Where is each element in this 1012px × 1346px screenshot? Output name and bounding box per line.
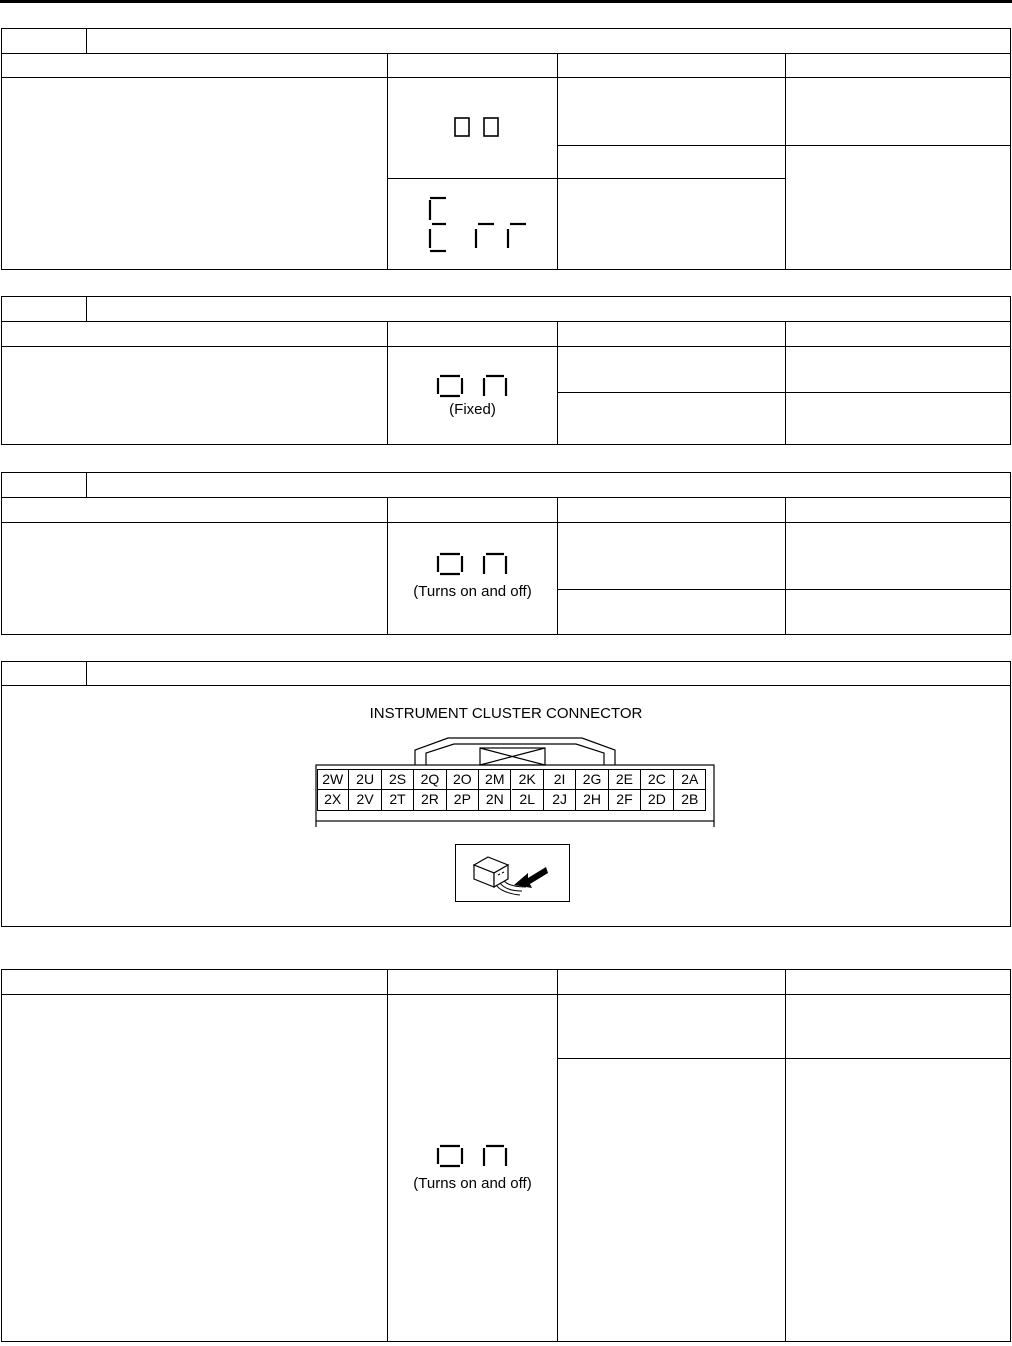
connector-pin-2i: 2I xyxy=(544,769,576,790)
section-1-col-divider xyxy=(557,53,558,270)
section-2-row-rule xyxy=(557,392,1011,393)
connector-pin-2u: 2U xyxy=(349,769,381,790)
section-2-header-rule xyxy=(1,346,1011,347)
connector-pin-grid xyxy=(317,769,706,811)
connector-pin-2t: 2T xyxy=(382,789,414,810)
section-1-step-divider xyxy=(86,28,87,53)
display-note: (Turns on and off) xyxy=(413,583,532,600)
section-5-col-divider xyxy=(387,969,388,1342)
connector-title: INSTRUMENT CLUSTER CONNECTOR xyxy=(369,705,643,722)
seven-segment-display-on xyxy=(426,1140,532,1170)
connector-pin-2q: 2Q xyxy=(414,769,446,790)
section-2-col-divider xyxy=(387,321,388,445)
connector-pin-2d: 2D xyxy=(641,789,673,810)
section-4-title-rule xyxy=(1,685,1011,686)
section-3-header-rule xyxy=(1,522,1011,523)
section-3-step-divider xyxy=(86,472,87,497)
connector-pin-2m: 2M xyxy=(479,769,511,790)
connector-pin-2j: 2J xyxy=(544,789,576,810)
section-5-header-rule xyxy=(1,994,1011,995)
section-3-col-divider xyxy=(785,497,786,635)
section-2-col-divider xyxy=(785,321,786,445)
connector-pin-2e: 2E xyxy=(609,769,641,790)
connector-pin-2r: 2R xyxy=(414,789,446,810)
section-5-col-divider xyxy=(557,969,558,1342)
connector-pin-2o: 2O xyxy=(447,769,479,790)
connector-pin-2v: 2V xyxy=(349,789,381,810)
section-1-col-divider xyxy=(387,53,388,270)
connector-pin-2p: 2P xyxy=(447,789,479,810)
connector-pin-2w: 2W xyxy=(317,769,349,790)
section-1-row-rule xyxy=(387,178,785,179)
connector-pin-2n: 2N xyxy=(479,789,511,810)
page-top-rule xyxy=(0,0,1012,3)
section-1-header-rule xyxy=(1,77,1011,78)
display-note: (Turns on and off) xyxy=(413,1175,532,1192)
section-3-col-divider xyxy=(557,497,558,635)
section-1-title-rule xyxy=(1,53,1011,54)
connector-pin-2b: 2B xyxy=(681,791,699,807)
display-note: (Fixed) xyxy=(449,401,496,418)
seven-segment-display-on xyxy=(426,548,532,578)
connector-pin-2a: 2A xyxy=(674,769,706,790)
connector-pin-2k: 2K xyxy=(512,769,544,790)
section-1-col-divider xyxy=(785,53,786,270)
section-5-row-rule xyxy=(557,1058,1011,1059)
connector-pin-2g: 2G xyxy=(576,769,608,790)
connector-pin-2f: 2F xyxy=(609,789,641,810)
connector-pin-2s: 2S xyxy=(382,769,414,790)
section-2-step-divider xyxy=(86,296,87,321)
section-2-title-rule xyxy=(1,321,1011,322)
section-5-col-divider xyxy=(785,969,786,1342)
seven-segment-display-00 xyxy=(452,115,504,139)
connector-pin-2c: 2C xyxy=(641,769,673,790)
connector-probe-icon xyxy=(455,844,570,902)
section-1-row-rule xyxy=(557,145,1011,146)
seven-segment-display-err xyxy=(424,194,534,256)
section-3-col-divider xyxy=(387,497,388,635)
section-2-col-divider xyxy=(557,321,558,445)
connector-pin-2l: 2L xyxy=(512,789,544,810)
section-3-row-rule xyxy=(557,589,1011,590)
connector-pin-2h: 2H xyxy=(576,789,608,810)
seven-segment-display-on xyxy=(426,370,532,400)
section-3-title-rule xyxy=(1,497,1011,498)
section-4-step-divider xyxy=(86,661,87,685)
connector-pin-2x: 2X xyxy=(317,789,349,810)
